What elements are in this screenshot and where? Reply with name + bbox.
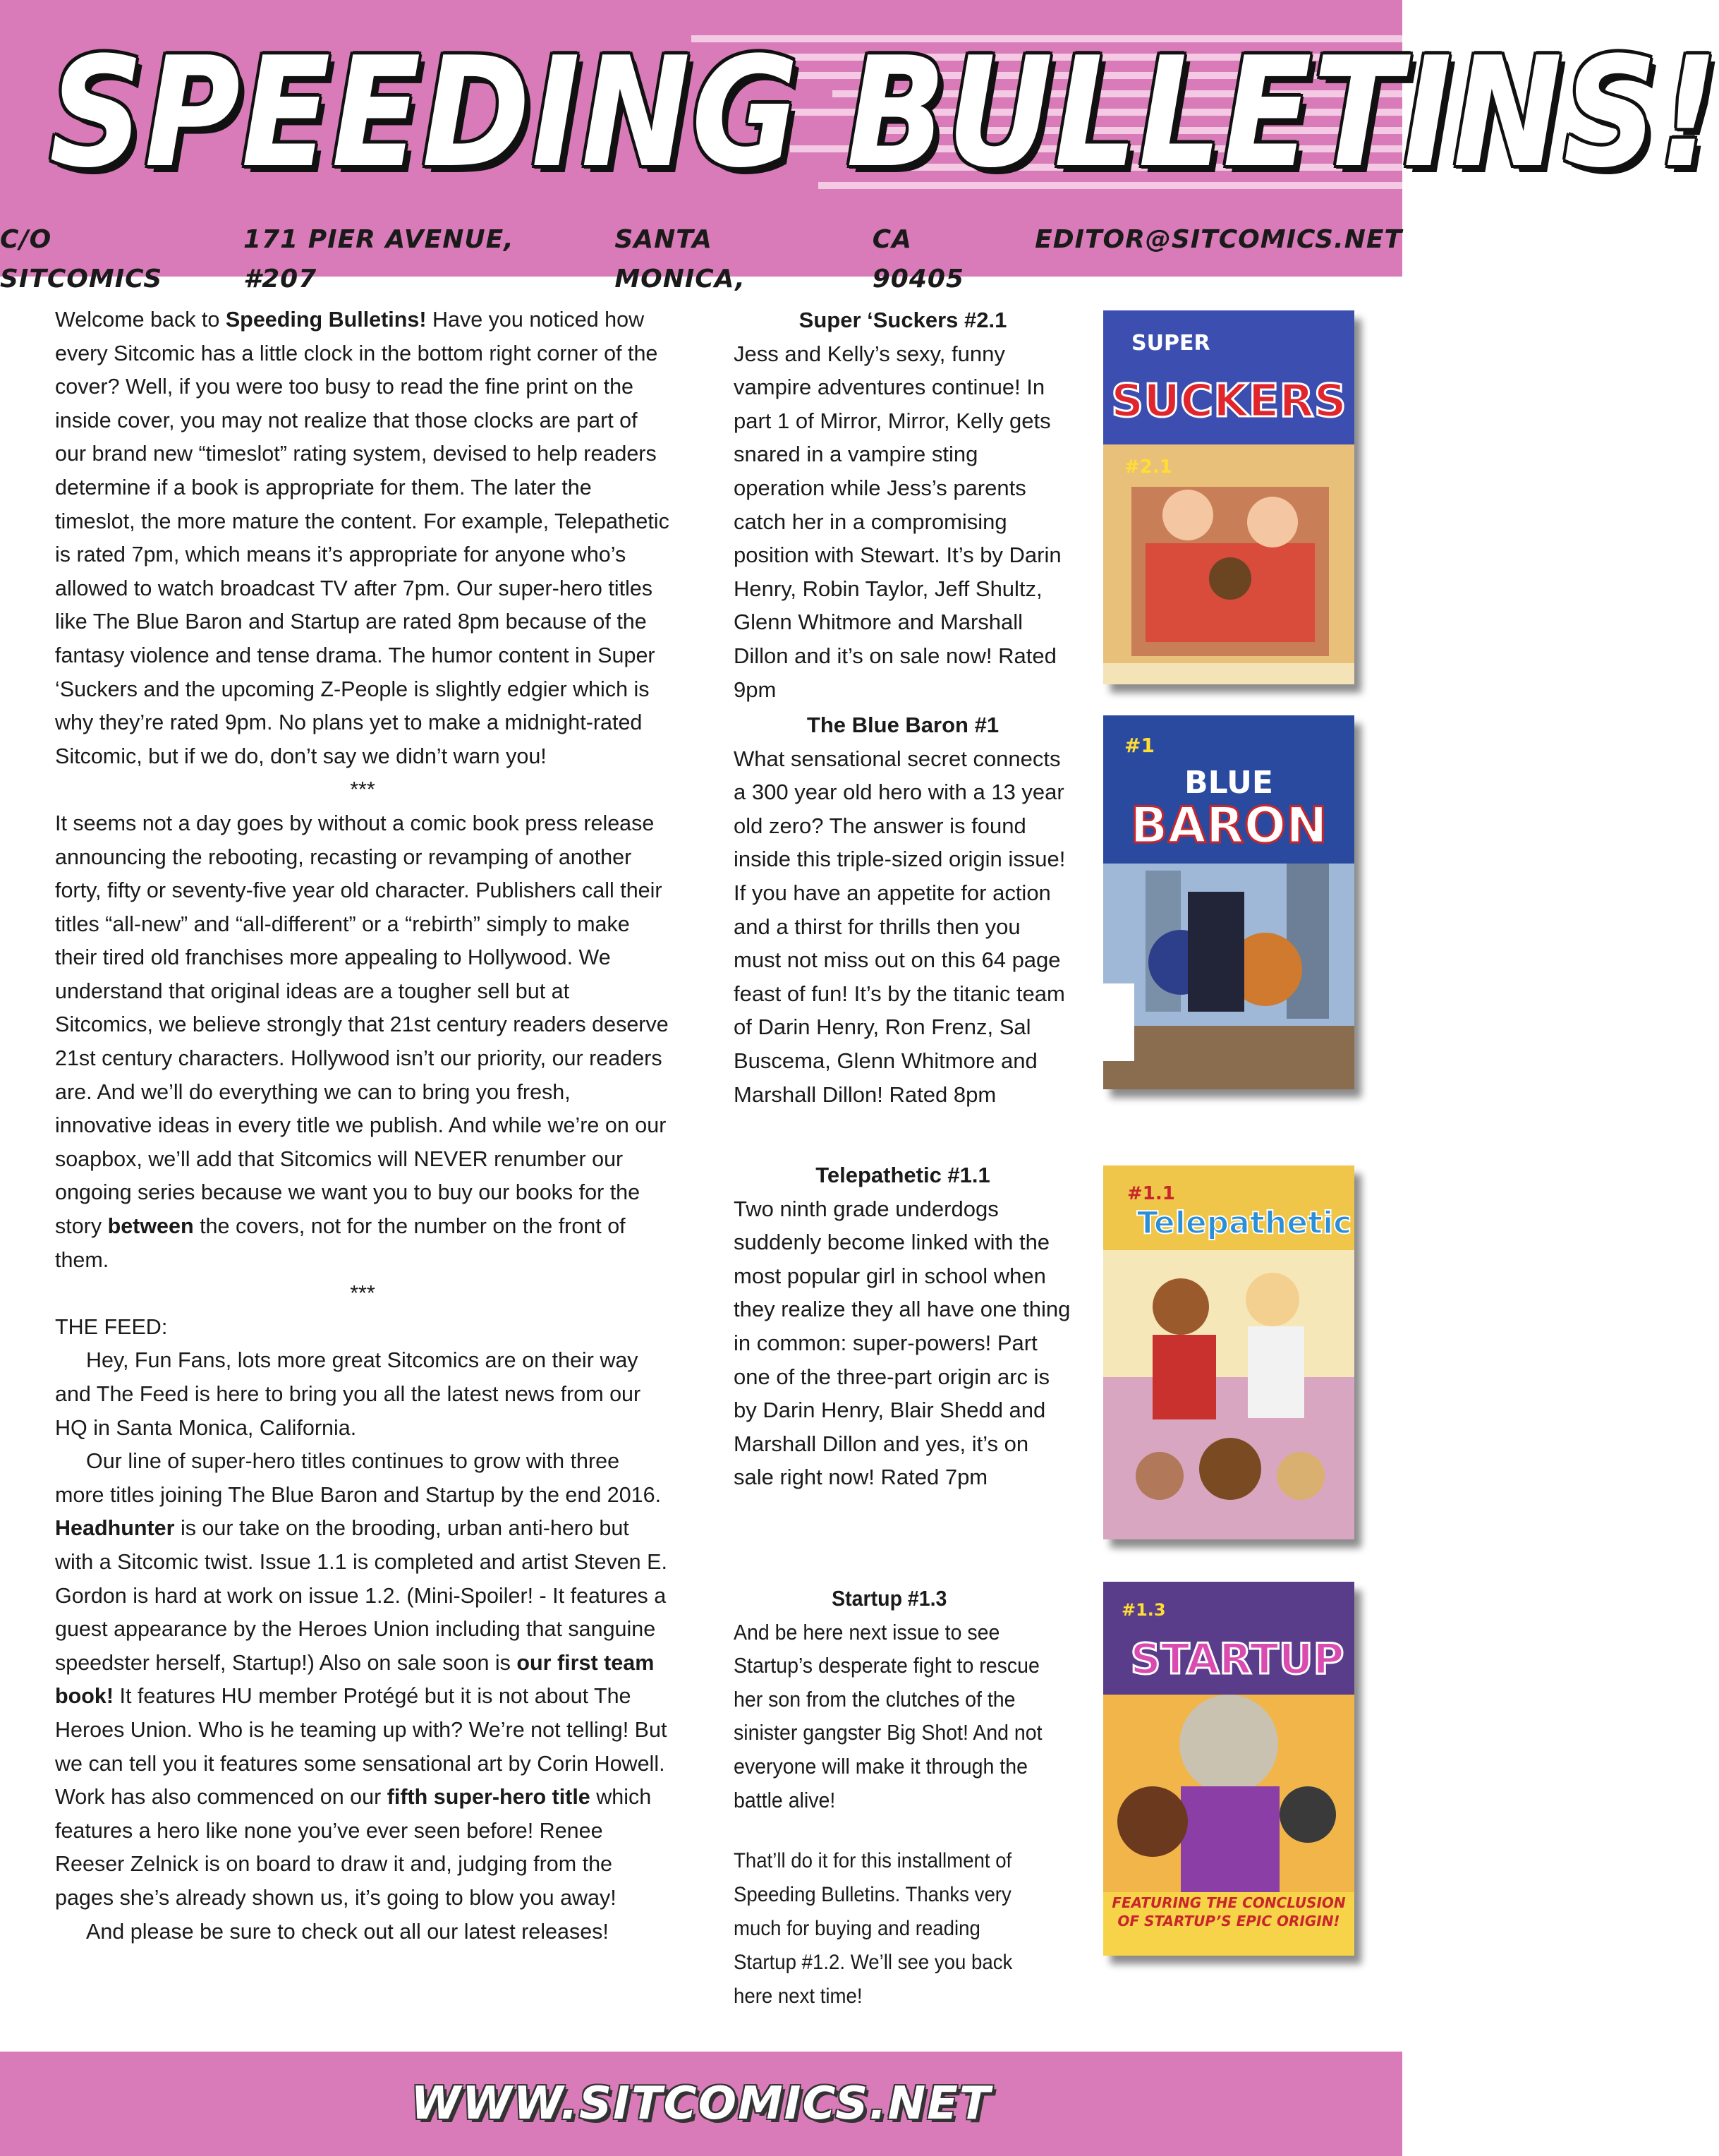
address-street: 171 PIER AVENUE, #207 — [243, 225, 514, 293]
reboot-paragraph: It seems not a day goes by without a comic book press release announcing the rebooting, recasting or revamping of another forty, fifty or seventy-five year old character. Publishers call their titles “all-new” and “all-different” or a “rebirth” simply to make their tired old franchises more appealing to Hollywood. We understand that original ideas are a tougher sell but at Sitcomics, we believe strongly that 21st century readers deserve 21st century characters. Hollywood isn’t our priority, our readers are. And we’ll do everything we can to bring you fresh, innovative ideas in every title we publish. And while we’re on our soapbox, we’ll add that Sitcomics will NEVER renumber our ongoing series because we want you to buy our books for the story between the covers, not for the number on the front of them. — [55, 811, 669, 1272]
cover-logo: Telepathetic — [1136, 1205, 1352, 1241]
cover-super-suckers[interactable] — [1103, 310, 1354, 684]
feed-paragraph: Our line of super-hero titles continues to grow with three more titles joining The Blue Baron and Startup by the end 2016. Headhunter is our take on the brooding, urban anti-hero but with a Sitcomic twist. Issue 1.1 is completed and artist Steven E. Gordon is hard at work on issue 1.2. (Mini-Spoiler! - It features a guest appearance by the Heroes Union including that sanguine speedster herself, Startup!) Also on sale soon is our first team book! It features HU member Protégé but it is not about The Heroes Union. Who is he teaming up with? We’re not telling! But we can tell you it features some sensational art by Corin Howell. Work has also commenced on our fifth super-hero title which features a hero like none you’ve ever seen before! Renee Reeser Zelnick is on board to draw it and, judging from the pages she’s already shown us, it’s going to blow you away! — [55, 1449, 667, 1910]
address-care-of: C/O SITCOMICS — [0, 225, 163, 293]
editor-email[interactable]: EDITOR@SITCOMICS.NET — [1035, 225, 1402, 254]
promo-title: Startup #1.3 — [832, 1586, 947, 1611]
promo-body: Jess and Kelly’s sexy, funny vampire adventures continue! In part 1 of Mirror, Mirror, Kelly gets snared in a vampire sting operation while Jess’s parents catch her in a compromising position with Stewart. It’s by Darin Henry, Robin Taylor, Jeff Shultz, Glenn Whitmore and Marshall Dillon and it’s on sale now! Rated 9pm — [734, 341, 1062, 702]
cover-issue: #1.1 — [1127, 1183, 1175, 1204]
address-line — [0, 220, 1402, 293]
feed-paragraph: And please be sure to check out all our latest releases! — [86, 1919, 609, 1944]
cover-logo: SUCKERS — [1111, 375, 1347, 428]
cover-issue: #1.3 — [1122, 1600, 1166, 1620]
promo-title: Super ‘Suckers #2.1 — [798, 308, 1007, 332]
promo-body: And be here next issue to see Startup’s desperate fight to rescue her son from the clutches of the sinister gangster Big Shot! And not everyone will make it through the battle alive! — [734, 1619, 1043, 1812]
editorial-column — [55, 303, 670, 1949]
footer-bar — [0, 2052, 1402, 2156]
cover-telepathetic[interactable] — [1103, 1165, 1354, 1539]
section-separator: *** — [350, 777, 375, 802]
address-state-zip: CA 90405 — [872, 225, 964, 293]
cover-issue: #2.1 — [1124, 456, 1172, 478]
cover-issue: #1 — [1124, 734, 1155, 757]
feed-heading: THE FEED: — [55, 1314, 168, 1339]
cover-logo: STARTUP — [1130, 1635, 1344, 1684]
promo-body: What sensational secret connects a 300 year old hero with a 13 year old zero? The answer is found inside this triple-sized origin issue! If you have an appetite for action and a thirst for thrills then you must not miss out on this 64 page feast of fun! It’s by the titanic team of Darin Henry, Ron Frenz, Sal Buscema, Glenn Whitmore and Marshall Dillon! Rated 8pm — [734, 746, 1066, 1107]
feed-paragraph: Hey, Fun Fans, lots more great Sitcomics are on their way and The Feed is here to bring you all the latest news from our HQ in Santa Monica, California. — [55, 1348, 641, 1440]
promo-title: The Blue Baron #1 — [806, 713, 1000, 737]
cover-subtitle: SUPER — [1131, 331, 1210, 356]
cover-subtitle: BLUE — [1184, 765, 1273, 801]
cover-tagline: FEATURING THE CONCLUSION OF STARTUP’S EPIC ORIGIN! — [1112, 1894, 1346, 1930]
masthead — [0, 0, 1719, 293]
address-city: SANTA MONICA, — [614, 225, 746, 293]
closing-note: That’ll do it for this installment of Speeding Bulletins. Thanks very much for buying and reading Startup #1.2. We’ll see you back here next time! — [734, 1849, 1013, 2008]
promo-title: Telepathetic #1.1 — [815, 1163, 990, 1187]
intro-paragraph: Welcome back to Speeding Bulletins! Have you noticed how every Sitcomic has a little clock in the bottom right corner of the cover? Well, if you were too busy to read the fine print on the inside cover, you may not realize that those clocks are part of our brand new “timeslot” rating system, devised to help readers determine if a book is appropriate for them. The later the timeslot, the more mature the content. For example, Telepathetic is rated 7pm, which means it’s appropriate for anyone who’s allowed to watch broadcast TV after 7pm. Our super-hero titles like The Blue Baron and Startup are rated 8pm because of the fantasy violence and tense drama. The humor content in Super ‘Suckers and the upcoming Z-People is slightly edgier which is why they’re rated 9pm. No plans yet to make a midnight-rated Sitcomic, but if we do, don’t say we didn’t warn you! — [55, 308, 669, 768]
cover-blue-baron[interactable] — [1103, 715, 1354, 1089]
cover-logo: BARON — [1130, 797, 1328, 854]
section-separator: *** — [350, 1281, 375, 1306]
website-link[interactable]: WWW.SITCOMICS.NET — [411, 2078, 992, 2130]
masthead-title: SPEEDING BULLETINS! — [49, 24, 1719, 201]
promo-body: Two ninth grade underdogs suddenly become linked with the most popular girl in school when they realize they all have one thing in common: super-powers! Part one of the three-part origin arc is by Darin Henry, Blair Shedd and Marshall Dillon and yes, it’s on sale right now! Rated 7pm — [734, 1196, 1071, 1490]
cover-startup[interactable] — [1103, 1582, 1354, 1956]
